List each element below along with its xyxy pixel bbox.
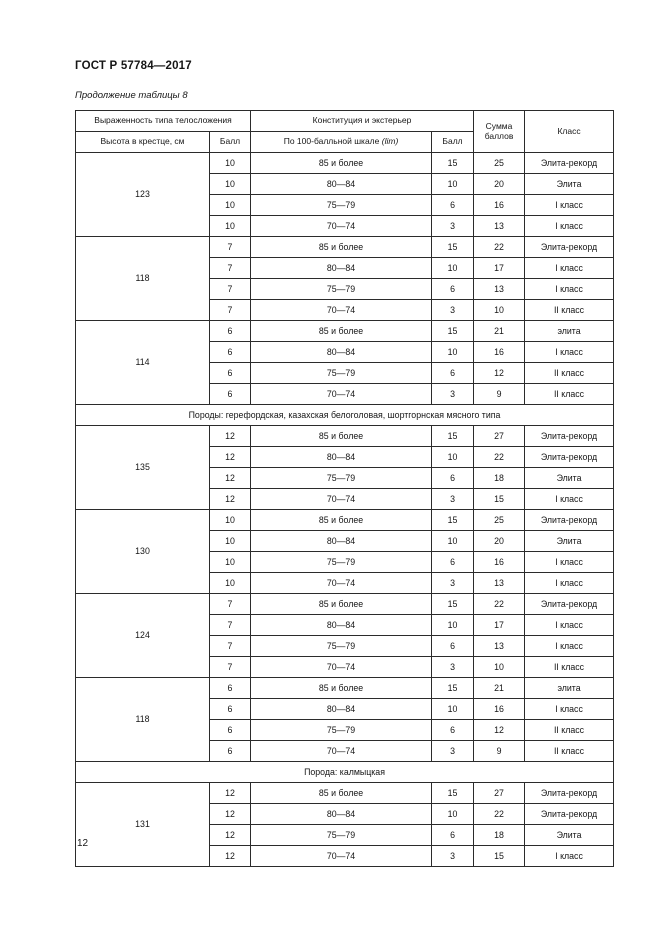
section-title: Породы: герефордская, казахская белоголовая, шортгорнская мясного типа: [76, 405, 614, 426]
klass-cell: II класс: [525, 363, 614, 384]
sum-cell: 16: [474, 552, 525, 573]
scale-cell: 80—84: [251, 531, 432, 552]
height-cell: 114: [76, 321, 210, 405]
score1-cell: 10: [210, 216, 251, 237]
score2-cell: 3: [432, 573, 474, 594]
score2-cell: 3: [432, 846, 474, 867]
scale-cell: 80—84: [251, 615, 432, 636]
score2-cell: 6: [432, 636, 474, 657]
height-cell: 124: [76, 594, 210, 678]
score2-cell: 15: [432, 237, 474, 258]
score2-cell: 6: [432, 195, 474, 216]
sum-cell: 13: [474, 216, 525, 237]
scale-cell: 85 и более: [251, 426, 432, 447]
score1-cell: 7: [210, 300, 251, 321]
klass-cell: I класс: [525, 552, 614, 573]
klass-cell: I класс: [525, 342, 614, 363]
height-cell: 118: [76, 237, 210, 321]
header-scale: [251, 132, 432, 153]
doc-number: ГОСТ Р 57784—2017: [75, 60, 192, 72]
score1-cell: 6: [210, 720, 251, 741]
klass-cell: I класс: [525, 489, 614, 510]
score1-cell: 7: [210, 636, 251, 657]
score2-cell: 15: [432, 321, 474, 342]
section-title-row: [76, 762, 614, 783]
score1-cell: 6: [210, 699, 251, 720]
header-score1: Балл: [210, 132, 251, 153]
score2-cell: 6: [432, 720, 474, 741]
klass-cell: II класс: [525, 384, 614, 405]
score1-cell: 10: [210, 552, 251, 573]
sum-cell: 22: [474, 447, 525, 468]
score2-cell: 15: [432, 426, 474, 447]
klass-cell: I класс: [525, 279, 614, 300]
klass-cell: Элита-рекорд: [525, 237, 614, 258]
height-cell: 135: [76, 426, 210, 510]
scale-cell: 85 и более: [251, 594, 432, 615]
scale-cell: 70—74: [251, 489, 432, 510]
scale-cell: 75—79: [251, 279, 432, 300]
score1-cell: 12: [210, 447, 251, 468]
score1-cell: 12: [210, 426, 251, 447]
score1-cell: 12: [210, 846, 251, 867]
score2-cell: 10: [432, 258, 474, 279]
header-scale-text: По 100-балльной шкале: [283, 136, 380, 147]
score1-cell: 10: [210, 174, 251, 195]
score1-cell: 12: [210, 489, 251, 510]
sum-cell: 17: [474, 258, 525, 279]
score1-cell: 10: [210, 510, 251, 531]
klass-cell: Элита-рекорд: [525, 510, 614, 531]
scale-cell: 85 и более: [251, 678, 432, 699]
sum-cell: 22: [474, 237, 525, 258]
sum-cell: 22: [474, 804, 525, 825]
scale-cell: 80—84: [251, 699, 432, 720]
klass-cell: Элита-рекорд: [525, 594, 614, 615]
sum-cell: 16: [474, 342, 525, 363]
sum-cell: 15: [474, 489, 525, 510]
klass-cell: Элита-рекорд: [525, 447, 614, 468]
table-row: [76, 426, 614, 447]
header-row-groups: [76, 111, 614, 132]
sum-cell: 12: [474, 720, 525, 741]
scale-cell: 80—84: [251, 258, 432, 279]
sum-cell: 27: [474, 426, 525, 447]
scale-cell: 75—79: [251, 636, 432, 657]
sum-cell: 18: [474, 825, 525, 846]
score2-cell: 10: [432, 531, 474, 552]
sum-cell: 17: [474, 615, 525, 636]
score2-cell: 10: [432, 699, 474, 720]
sum-cell: 10: [474, 657, 525, 678]
score2-cell: 6: [432, 552, 474, 573]
sum-cell: 9: [474, 384, 525, 405]
scale-cell: 85 и более: [251, 783, 432, 804]
klass-cell: I класс: [525, 216, 614, 237]
score1-cell: 7: [210, 657, 251, 678]
klass-cell: Элита: [525, 825, 614, 846]
height-cell: 123: [76, 153, 210, 237]
sum-cell: 21: [474, 321, 525, 342]
score2-cell: 3: [432, 216, 474, 237]
scale-cell: 75—79: [251, 363, 432, 384]
klass-cell: I класс: [525, 258, 614, 279]
klass-cell: Элита: [525, 468, 614, 489]
classification-table: [75, 110, 614, 867]
klass-cell: Элита: [525, 531, 614, 552]
klass-cell: II класс: [525, 741, 614, 762]
scale-cell: 70—74: [251, 573, 432, 594]
score1-cell: 7: [210, 237, 251, 258]
scale-cell: 80—84: [251, 342, 432, 363]
score2-cell: 10: [432, 615, 474, 636]
scale-cell: 70—74: [251, 216, 432, 237]
sum-cell: 13: [474, 279, 525, 300]
klass-cell: I класс: [525, 636, 614, 657]
score1-cell: 6: [210, 384, 251, 405]
scale-cell: 75—79: [251, 720, 432, 741]
scale-cell: 85 и более: [251, 153, 432, 174]
scale-cell: 85 и более: [251, 321, 432, 342]
score2-cell: 6: [432, 279, 474, 300]
score1-cell: 7: [210, 258, 251, 279]
sum-cell: 16: [474, 195, 525, 216]
score1-cell: 10: [210, 195, 251, 216]
klass-cell: элита: [525, 321, 614, 342]
klass-cell: Элита-рекорд: [525, 804, 614, 825]
sum-cell: 21: [474, 678, 525, 699]
score1-cell: 12: [210, 825, 251, 846]
score2-cell: 15: [432, 783, 474, 804]
table-header: [76, 111, 614, 153]
table-row: [76, 321, 614, 342]
section-title: Порода: калмыцкая: [76, 762, 614, 783]
header-sum: Сумма баллов: [474, 111, 525, 153]
scale-cell: 70—74: [251, 741, 432, 762]
score2-cell: 6: [432, 468, 474, 489]
score2-cell: 6: [432, 825, 474, 846]
table-row: [76, 783, 614, 804]
header-class: Класс: [525, 111, 614, 153]
table-row: [76, 153, 614, 174]
sum-cell: 20: [474, 174, 525, 195]
klass-cell: элита: [525, 678, 614, 699]
score1-cell: 6: [210, 363, 251, 384]
header-constitution: Конституция и экстерьер: [251, 111, 474, 132]
score2-cell: 3: [432, 300, 474, 321]
scale-cell: 85 и более: [251, 510, 432, 531]
klass-cell: I класс: [525, 195, 614, 216]
height-cell: 130: [76, 510, 210, 594]
score1-cell: 10: [210, 153, 251, 174]
table-body: [76, 153, 614, 867]
header-body-type: Выраженность типа телосложения: [76, 111, 251, 132]
score2-cell: 3: [432, 489, 474, 510]
scale-cell: 70—74: [251, 657, 432, 678]
klass-cell: II класс: [525, 720, 614, 741]
score2-cell: 15: [432, 510, 474, 531]
klass-cell: Элита-рекорд: [525, 426, 614, 447]
scale-cell: 70—74: [251, 300, 432, 321]
page-number: 12: [77, 838, 89, 849]
scale-cell: 80—84: [251, 447, 432, 468]
score1-cell: 12: [210, 783, 251, 804]
sum-cell: 15: [474, 846, 525, 867]
scale-cell: 85 и более: [251, 237, 432, 258]
sum-cell: 16: [474, 699, 525, 720]
score2-cell: 3: [432, 657, 474, 678]
sum-cell: 9: [474, 741, 525, 762]
score2-cell: 6: [432, 363, 474, 384]
score2-cell: 10: [432, 447, 474, 468]
section-title-row: [76, 405, 614, 426]
sum-cell: 22: [474, 594, 525, 615]
score1-cell: 6: [210, 342, 251, 363]
score1-cell: 7: [210, 594, 251, 615]
score1-cell: 6: [210, 678, 251, 699]
sum-cell: 18: [474, 468, 525, 489]
sum-cell: 13: [474, 636, 525, 657]
table-row: [76, 678, 614, 699]
score2-cell: 15: [432, 594, 474, 615]
table-row: [76, 594, 614, 615]
score2-cell: 15: [432, 153, 474, 174]
header-scale-lim: (lim): [381, 136, 399, 147]
klass-cell: II класс: [525, 657, 614, 678]
sum-cell: 10: [474, 300, 525, 321]
klass-cell: I класс: [525, 573, 614, 594]
sum-cell: 27: [474, 783, 525, 804]
score1-cell: 10: [210, 531, 251, 552]
sum-cell: 20: [474, 531, 525, 552]
height-cell: 131: [76, 783, 210, 867]
klass-cell: II класс: [525, 300, 614, 321]
sum-cell: 12: [474, 363, 525, 384]
scale-cell: 75—79: [251, 468, 432, 489]
height-cell: 118: [76, 678, 210, 762]
header-height: Высота в крестце, см: [76, 132, 210, 153]
score1-cell: 12: [210, 468, 251, 489]
scale-cell: 75—79: [251, 195, 432, 216]
score2-cell: 10: [432, 342, 474, 363]
score1-cell: 7: [210, 615, 251, 636]
score1-cell: 6: [210, 321, 251, 342]
scale-cell: 70—74: [251, 846, 432, 867]
score2-cell: 3: [432, 741, 474, 762]
scale-cell: 80—84: [251, 804, 432, 825]
header-score2: Балл: [432, 132, 474, 153]
score2-cell: 10: [432, 174, 474, 195]
scale-cell: 80—84: [251, 174, 432, 195]
klass-cell: I класс: [525, 615, 614, 636]
score1-cell: 10: [210, 573, 251, 594]
sum-cell: 25: [474, 510, 525, 531]
sum-cell: 13: [474, 573, 525, 594]
table-caption: Продолжение таблицы 8: [75, 90, 188, 101]
score1-cell: 7: [210, 279, 251, 300]
score2-cell: 10: [432, 804, 474, 825]
klass-cell: I класс: [525, 699, 614, 720]
sum-cell: 25: [474, 153, 525, 174]
klass-cell: Элита: [525, 174, 614, 195]
table-row: [76, 510, 614, 531]
score1-cell: 12: [210, 804, 251, 825]
score2-cell: 3: [432, 384, 474, 405]
score1-cell: 6: [210, 741, 251, 762]
klass-cell: Элита-рекорд: [525, 153, 614, 174]
scale-cell: 75—79: [251, 552, 432, 573]
klass-cell: I класс: [525, 846, 614, 867]
klass-cell: Элита-рекорд: [525, 783, 614, 804]
score2-cell: 15: [432, 678, 474, 699]
table-row: [76, 237, 614, 258]
scale-cell: 70—74: [251, 384, 432, 405]
scale-cell: 75—79: [251, 825, 432, 846]
